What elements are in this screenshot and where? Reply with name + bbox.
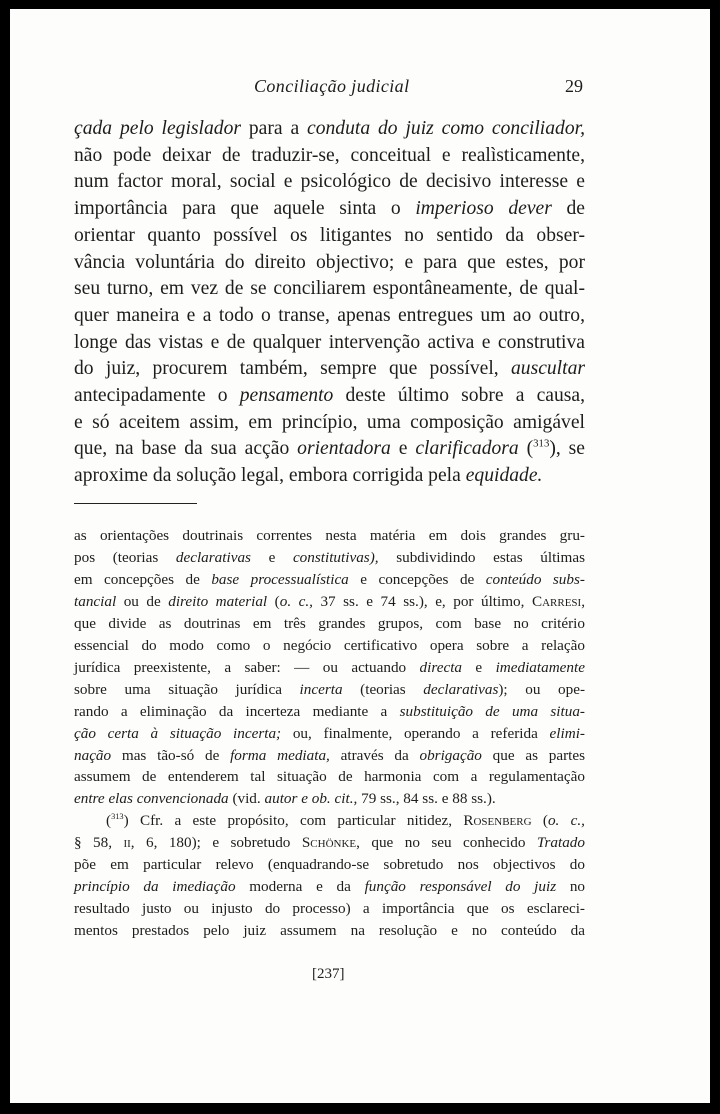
paragraph-line — [74, 383, 585, 410]
footnote-line — [74, 679, 585, 701]
text-run: ), se — [549, 438, 585, 460]
italic-text: incerta — [299, 680, 343, 698]
italic-text: clarificadora — [415, 438, 519, 460]
text-run: subdividindo estas últimas — [378, 548, 585, 566]
text-run: pos (teorias — [74, 548, 176, 566]
running-header — [10, 76, 710, 102]
page-number: 29 — [565, 76, 583, 96]
book-page — [10, 9, 710, 1103]
footnotes — [74, 525, 585, 942]
text-run: resultado justo ou injusto do processo) a importância que os esclareci- — [74, 900, 585, 918]
italic-text: nação — [74, 746, 112, 764]
text-run: e — [390, 438, 416, 460]
footnote-line — [74, 745, 585, 767]
italic-text: equidade. — [465, 465, 543, 487]
text-run: não pode deixar de traduzir-se, conceitual e realìsticamente, — [74, 144, 585, 166]
text-run: ( — [106, 812, 112, 830]
text-run: , 6, 180); e sobretudo — [130, 834, 302, 852]
footnote-line — [74, 810, 585, 832]
text-run: vância voluntária do direito objectivo; e para que estes, por — [74, 251, 585, 273]
running-title: Conciliação judicial — [254, 76, 410, 96]
italic-text: conduta do juiz como conciliador, — [307, 118, 585, 139]
italic-text: imperioso dever — [415, 198, 552, 220]
paragraph-line — [74, 276, 585, 303]
italic-text: imediatamente — [495, 658, 585, 676]
paragraph-line — [74, 143, 585, 170]
footnote-line — [74, 766, 585, 788]
footnote-line — [74, 723, 585, 745]
footnote-line — [74, 547, 585, 569]
italic-text: princípio da imediação — [74, 878, 236, 896]
italic-text: Tratado — [536, 834, 585, 852]
text-run: mentos prestados pelo juiz assumem na resolução e no conteúdo da — [74, 922, 585, 940]
text-run: 37 ss. e 74 ss.), e, por último, — [312, 592, 532, 610]
text-run: 79 ss., 84 ss. e 88 ss.). — [357, 790, 496, 808]
paragraph-line — [74, 356, 585, 383]
italic-text: obrigação — [419, 746, 482, 764]
footnote-line — [74, 569, 585, 591]
italic-text: pensamento — [239, 385, 334, 407]
italic-text: o. c., — [279, 592, 313, 610]
italic-text: o. c., — [547, 812, 585, 830]
text-run: em concepções de — [74, 570, 212, 588]
text-run: ( — [518, 438, 534, 460]
paragraph-line — [74, 169, 585, 196]
text-run: jurídica preexistente, a saber: — ou actuando — [74, 658, 420, 676]
text-run: através da — [329, 746, 420, 764]
footnote-line — [74, 898, 585, 920]
text-run: orientar quanto possível os litigantes no sentido da obser- — [74, 224, 585, 246]
text-run: ) Cfr. a este propósito, com particular nitidez, — [123, 812, 464, 830]
footnote-line — [74, 525, 585, 547]
italic-text: forma mediata, — [230, 746, 330, 764]
footnote-line — [74, 876, 585, 898]
italic-text: auscultar — [510, 358, 585, 380]
text-run: ); ou ope- — [498, 680, 585, 698]
text-run: de — [551, 198, 585, 220]
footnote-reference: 313 — [533, 437, 550, 450]
text-run: ou de — [116, 592, 169, 610]
italic-text: autor e ob. cit., — [264, 790, 358, 808]
text-run: assumem de entenderem tal situação de harmonia com a regulamentação — [74, 768, 585, 786]
italic-text: constitutivas), — [292, 548, 379, 566]
text-run: que divide as doutrinas em três grandes grupos, com base no critério — [74, 614, 585, 632]
italic-text: entre elas convencionada — [74, 790, 229, 808]
text-run: essencial do modo como o negócio certificativo opera sobre a relação — [74, 636, 585, 654]
footnote-separator-rule — [74, 503, 197, 504]
text-run: e — [462, 658, 496, 676]
text-run: seu turno, em vez de se conciliarem espontâneamente, de qual- — [74, 278, 585, 300]
text-run: que, na base da sua acção — [74, 438, 298, 460]
paragraph-line — [74, 116, 585, 143]
text-run: e só aceitem assim, em princípio, uma composição amigável — [74, 411, 585, 433]
author-name: Rosenberg — [463, 812, 532, 830]
italic-text: orientadora — [297, 438, 391, 460]
text-run: no — [556, 878, 586, 896]
italic-text: função responsável do juiz — [364, 878, 557, 896]
author-name: Schönke — [301, 834, 357, 852]
main-paragraph — [74, 116, 585, 490]
text-run: , que no seu conhecido — [356, 834, 537, 852]
footnote-line — [74, 832, 585, 854]
footnote-line — [74, 591, 585, 613]
folio-number: [237] — [312, 966, 345, 982]
footnote-line — [74, 701, 585, 723]
paragraph-line — [74, 463, 585, 490]
text-run: e concepções de — [348, 570, 486, 588]
text-run: as orientações doutrinais correntes nesta matéria em dois grandes gru- — [74, 527, 585, 544]
footnote-line — [74, 657, 585, 679]
italic-text: ção certa à situação incerta; — [74, 724, 282, 742]
paragraph-line — [74, 436, 585, 463]
paragraph-line — [74, 196, 585, 223]
text-run: deste último sobre a causa, — [333, 385, 585, 407]
text-run: (teorias — [342, 680, 424, 698]
text-run: põe em particular relevo (enquadrando-se sobretudo nos objectivos do — [74, 856, 585, 874]
text-run: e — [250, 548, 293, 566]
text-run: quer maneira e a todo o transe, apenas entregues um ao outro, — [74, 304, 585, 326]
text-run: que as partes — [481, 746, 586, 764]
text-run: mas tão-só de — [111, 746, 231, 764]
author-name: ii — [123, 834, 131, 852]
text-run: num factor moral, social e psicológico de decisivo interesse e — [74, 171, 585, 193]
text-run: § 58, — [74, 834, 124, 852]
footnote-reference: 313 — [111, 812, 124, 822]
text-run: ( — [267, 592, 280, 610]
italic-text: declarativas — [423, 680, 499, 698]
text-run: moderna e da — [235, 878, 365, 896]
text-run: antecipadamente o — [74, 385, 240, 407]
footnote-line — [74, 854, 585, 876]
text-run: rando a eliminação da incerteza mediante a — [74, 702, 400, 720]
italic-text: substituição de uma situa- — [399, 702, 585, 720]
author-name: Carresi, — [531, 592, 585, 610]
text-run: sobre uma situação jurídica — [74, 680, 300, 698]
footnote-line — [74, 920, 585, 942]
text-run: do juiz, procurem também, sempre que possível, — [74, 358, 511, 380]
footnote-line — [74, 613, 585, 635]
text-run: ou, finalmente, operando a referida — [281, 724, 550, 742]
italic-text: çada pelo legislador — [74, 118, 242, 139]
footnote-line — [74, 635, 585, 657]
italic-text: declarativas — [175, 548, 251, 566]
text-run: longe das vistas e de qualquer intervenção activa e construtiva — [74, 331, 585, 353]
footnote-line — [74, 788, 585, 810]
paragraph-line — [74, 330, 585, 357]
italic-text: tancial — [74, 592, 117, 610]
text-run: ( — [531, 812, 548, 830]
paragraph-line — [74, 250, 585, 277]
text-run: importância para que aquele sinta o — [74, 198, 416, 220]
paragraph-line — [74, 410, 585, 437]
italic-text: elimi- — [549, 724, 585, 742]
text-run: aproxime da solução legal, embora corrigida pela — [74, 465, 466, 487]
italic-text: directa — [419, 658, 463, 676]
text-run: (vid. — [228, 790, 265, 808]
italic-text: conteúdo subs- — [485, 570, 585, 588]
italic-text: base processualística — [211, 570, 349, 588]
italic-text: direito material — [168, 592, 268, 610]
paragraph-line — [74, 223, 585, 250]
paragraph-line — [74, 303, 585, 330]
text-run: para a — [241, 118, 308, 139]
